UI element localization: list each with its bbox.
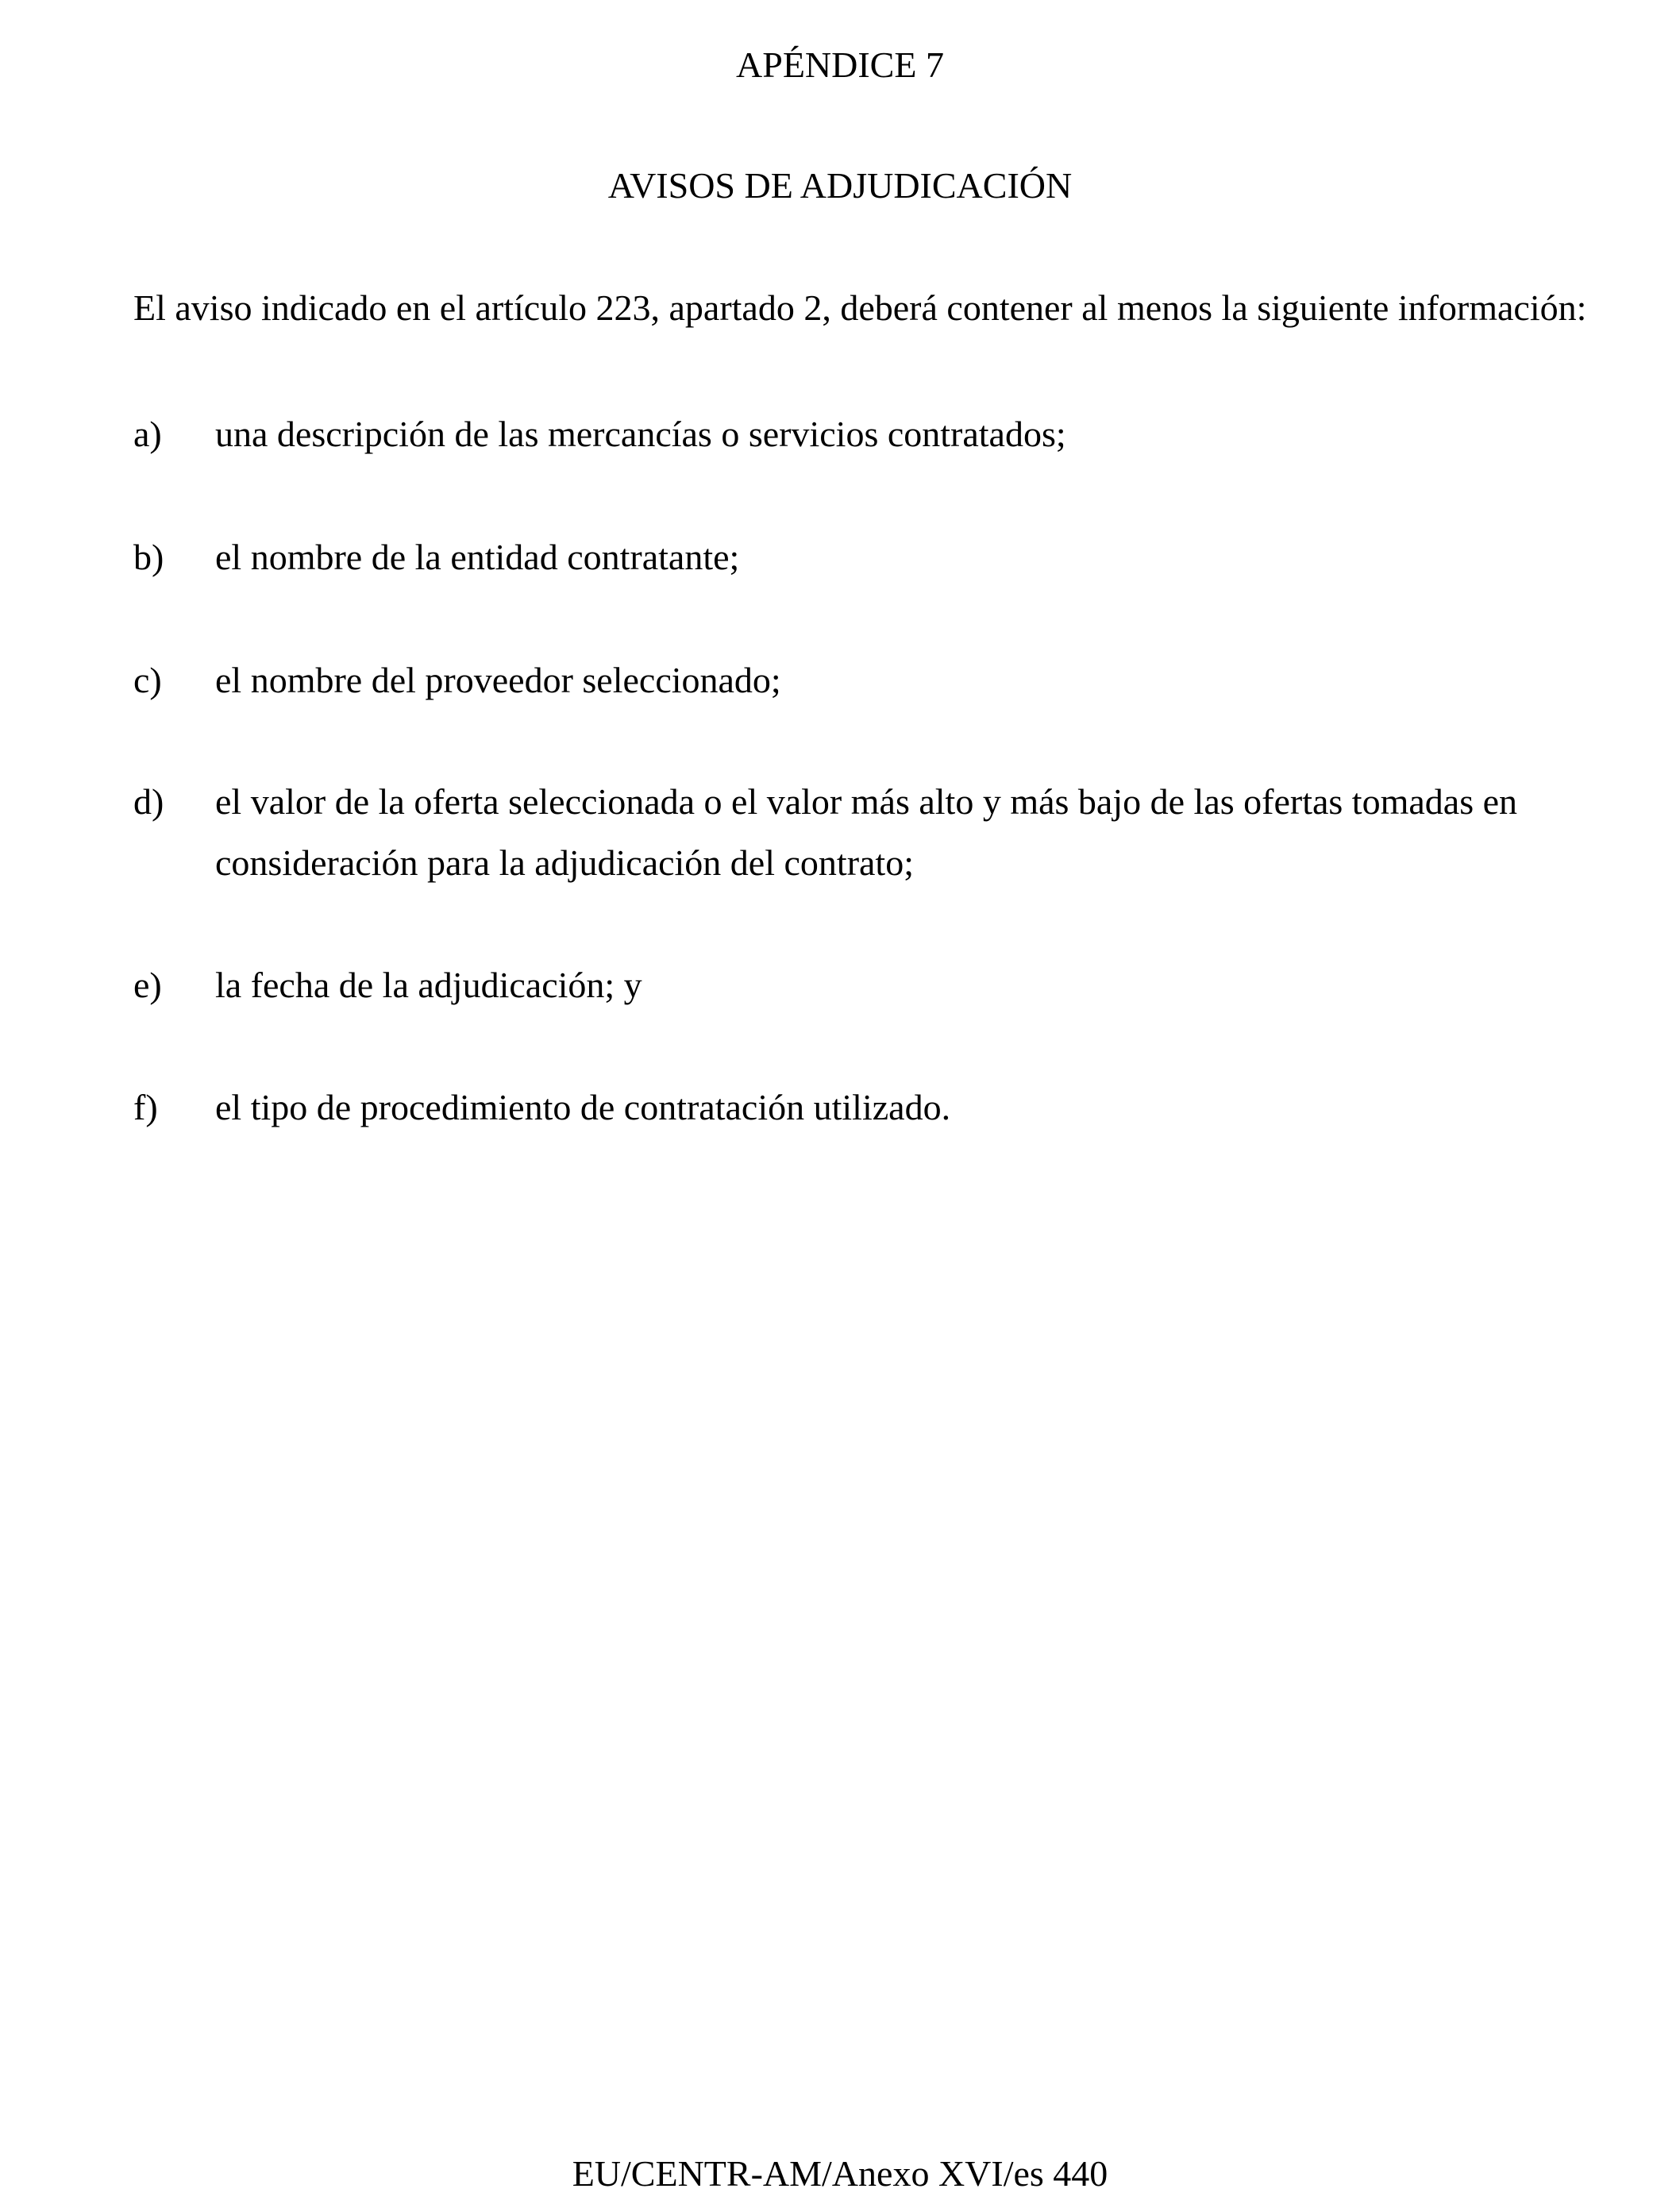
list-item-text: el tipo de procedimiento de contratación utilizado.	[215, 1087, 951, 1127]
list-item-letter: c)	[133, 660, 162, 700]
list-item-letter: e)	[133, 965, 162, 1005]
list-item-text: el nombre de la entidad contratante;	[215, 537, 740, 577]
appendix-title: APÉNDICE 7	[736, 44, 944, 85]
intro-paragraph: El aviso indicado en el artículo 223, apartado 2, deberá contener al menos la siguiente información:	[133, 287, 1587, 328]
list-item-text: el valor de la oferta seleccionada o el valor más alto y más bajo de las ofertas tomadas en consideración para la adjudicación del contrato;	[215, 781, 1518, 883]
list-item-letter: a)	[133, 414, 162, 454]
list-item-letter: b)	[133, 537, 164, 577]
list-item-letter: d)	[133, 781, 164, 822]
list-item-letter: f)	[133, 1087, 158, 1127]
page-footer: EU/CENTR-AM/Anexo XVI/es 440	[572, 2153, 1108, 2194]
section-title: AVISOS DE ADJUDICACIÓN	[607, 165, 1073, 206]
list-item-text: el nombre del proveedor seleccionado;	[215, 660, 781, 700]
list-item-text: una descripción de las mercancías o servicios contratados;	[215, 414, 1066, 454]
list-item-text: la fecha de la adjudicación; y	[215, 965, 642, 1005]
